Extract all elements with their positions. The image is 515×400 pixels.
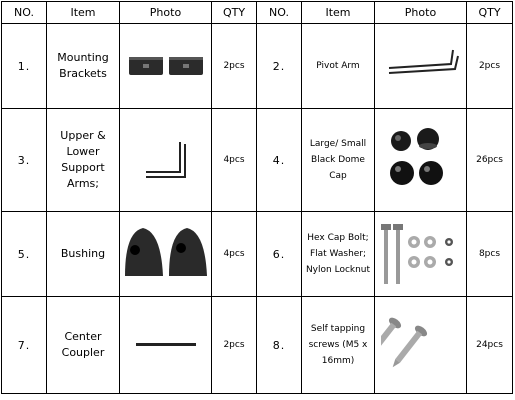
part-qty: 2pcs — [212, 24, 257, 109]
header-item: Item — [302, 2, 375, 24]
part-number: 7. — [2, 297, 47, 394]
header-item: Item — [47, 2, 120, 24]
header-photo: Photo — [120, 2, 212, 24]
header-no: NO. — [2, 2, 47, 24]
table-row — [2, 297, 513, 394]
dome-cap-icon — [375, 109, 467, 212]
part-number: 4. — [257, 109, 302, 212]
part-name: Hex Cap Bolt; Flat Washer; Nylon Locknut — [302, 212, 375, 297]
part-qty: 24pcs — [467, 297, 513, 394]
part-qty: 2pcs — [212, 297, 257, 394]
pivot-arm-icon — [375, 24, 467, 109]
part-name: Pivot Arm — [302, 24, 375, 109]
part-name: Bushing — [47, 212, 120, 297]
hex-bolt-washer-nut-icon — [375, 212, 467, 297]
part-qty: 4pcs — [212, 212, 257, 297]
part-name: Center Coupler — [47, 297, 120, 394]
part-number: 3. — [2, 109, 47, 212]
bushing-icon — [120, 212, 212, 297]
part-number: 1. — [2, 24, 47, 109]
table-row — [2, 212, 513, 297]
self-tapping-screw-icon — [375, 297, 467, 394]
header-row — [2, 2, 513, 24]
part-qty: 8pcs — [467, 212, 513, 297]
part-number: 6. — [257, 212, 302, 297]
support-arms-icon — [120, 109, 212, 212]
part-name: Large/ Small Black Dome Cap — [302, 109, 375, 212]
part-qty: 26pcs — [467, 109, 513, 212]
part-number: 2. — [257, 24, 302, 109]
header-qty: QTY — [467, 2, 513, 24]
part-name: Upper & Lower Support Arms; — [47, 109, 120, 212]
mounting-brackets-icon — [120, 24, 212, 109]
part-qty: 2pcs — [467, 24, 513, 109]
parts-list-table — [1, 1, 513, 394]
part-number: 5. — [2, 212, 47, 297]
part-qty: 4pcs — [212, 109, 257, 212]
header-photo: Photo — [375, 2, 467, 24]
part-number: 8. — [257, 297, 302, 394]
header-qty: QTY — [212, 2, 257, 24]
center-coupler-icon — [120, 297, 212, 394]
table-row — [2, 109, 513, 212]
header-no: NO. — [257, 2, 302, 24]
part-name: Mounting Brackets — [47, 24, 120, 109]
table-row — [2, 24, 513, 109]
part-name: Self tapping screws (M5 x 16mm) — [302, 297, 375, 394]
